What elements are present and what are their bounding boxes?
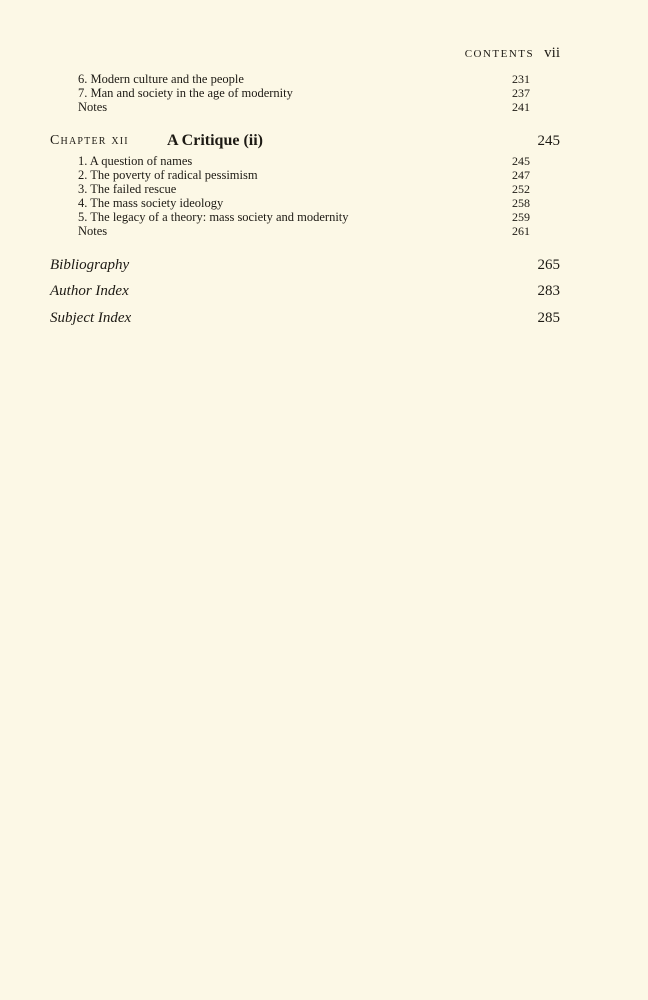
toc-entry-title: Notes — [78, 100, 108, 114]
running-head — [0, 44, 560, 62]
chapter-heading — [50, 132, 560, 152]
toc-entry-title: 2. The poverty of radical pessimism — [78, 168, 258, 182]
back-matter-page: 265 — [537, 257, 560, 273]
toc-entry-title: 5. The legacy of a theory: mass society and modernity — [78, 210, 349, 224]
toc-entry-page: 237 — [512, 86, 530, 100]
toc-entry-page: 247 — [512, 168, 530, 182]
toc-entry-page: 241 — [512, 100, 530, 114]
running-head-title: CONTENTS — [464, 48, 535, 60]
back-matter-title: Bibliography — [50, 257, 130, 273]
toc-entry-page: 231 — [512, 72, 530, 86]
toc-entry-page: 258 — [512, 196, 530, 210]
toc-entry-page: 245 — [512, 154, 530, 168]
chapter-title: A Critique (ii) — [167, 132, 263, 149]
toc-entry-title: 3. The failed rescue — [78, 182, 177, 196]
back-matter-entry-bibliography — [50, 257, 560, 277]
toc-entry-page: 252 — [512, 182, 530, 196]
toc-entry-title: 1. A question of names — [78, 154, 193, 168]
toc-entry — [78, 224, 530, 239]
toc-entry-page: 259 — [512, 210, 530, 224]
toc-entry — [78, 196, 530, 211]
back-matter-page: 283 — [537, 283, 560, 299]
toc-entry-title: 6. Modern culture and the people — [78, 72, 244, 86]
toc-entry — [78, 168, 530, 183]
toc-entry — [78, 72, 530, 87]
back-matter-entry-author-index — [50, 283, 560, 303]
back-matter-title: Author Index — [50, 283, 129, 299]
back-matter-title: Subject Index — [50, 310, 132, 326]
toc-entry-title: 7. Man and society in the age of modernity — [78, 86, 293, 100]
toc-entry-title: Notes — [78, 224, 108, 238]
chapter-label: Chapter xii — [50, 133, 129, 148]
running-head-page-number: vii — [544, 45, 560, 61]
back-matter-entry-subject-index — [50, 310, 560, 330]
back-matter-page: 285 — [537, 310, 560, 326]
toc-entry — [78, 100, 530, 115]
toc-entry — [78, 154, 530, 169]
toc-entry — [78, 182, 530, 197]
toc-entry-title: 4. The mass society ideology — [78, 196, 224, 210]
chapter-page-number: 245 — [537, 133, 560, 149]
toc-entry-page: 261 — [512, 224, 530, 238]
toc-entry — [78, 86, 530, 101]
toc-entry — [78, 210, 530, 225]
